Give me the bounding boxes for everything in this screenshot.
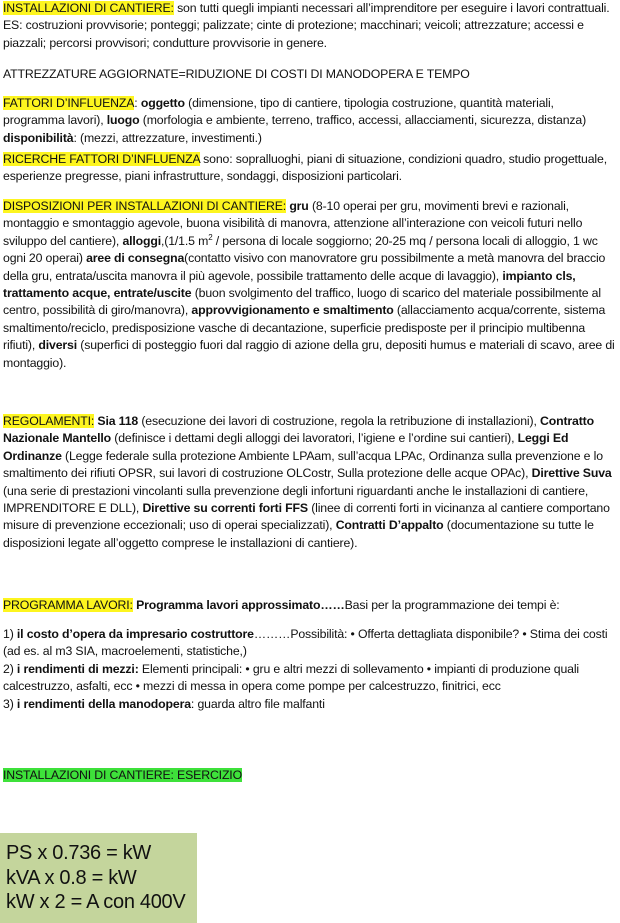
bold-term: Leggi Ed Ordinanze bbox=[3, 431, 569, 463]
formula-line: kW x 2 = A con 400V bbox=[6, 891, 186, 913]
bold-term: gru bbox=[289, 199, 309, 213]
text-run: (superfici di posteggio fuori dal raggio di azione della gru, depositi humus e materiali di scavo, aree di montaggio). bbox=[3, 338, 615, 370]
text-run: : bbox=[134, 96, 141, 110]
text-run: (contatto visivo con manovratore gru possibilmente a metà manovra del braccio della gru, entrata/uscita manovra il più agevole, possibile trattamento delle acque di lavaggio), bbox=[3, 251, 606, 283]
list-number: 1) bbox=[3, 627, 17, 641]
bold-term: impianto cls, trattamento acque, entrate/uscite bbox=[3, 268, 576, 301]
heading-ricerche: RICERCHE FATTORI D’INFLUENZA bbox=[3, 152, 200, 166]
text-run: Elementi principali: • gru e altri mezzi di sollevamento • impianti di produzione quali calcestruzzo, asfalti, ecc • mezzi di messa in opera come pompe per calcestruzzo, finitrici, ecc bbox=[3, 661, 580, 694]
text-run: (documentazione su tutte le disposizioni legate all’oggetto comprese le installazioni di cantiere). bbox=[3, 518, 594, 550]
text-run: ………Possibilità: • Offerta dettagliata disponibile? • Stima dei costi (ad es. al m3 SIA, macroelementi, statistiche,) bbox=[3, 627, 608, 659]
bold-term: Contratto Nazionale Mantello bbox=[3, 414, 594, 446]
text-run: ,(1/1.5 m bbox=[161, 233, 209, 248]
paragraph-installazioni bbox=[3, 0, 617, 52]
heading-regolamenti: REGOLAMENTI: bbox=[3, 414, 95, 428]
bold-term: alloggi bbox=[122, 233, 162, 248]
formula-line: PS x 0.736 = kW bbox=[6, 842, 152, 864]
text-run: Basi per la programmazione dei tempi è: bbox=[344, 598, 560, 612]
bold-term: Contratti D’appalto bbox=[335, 518, 444, 533]
bold-term: approvvigionamento e smaltimento bbox=[191, 303, 394, 318]
text-run: (definisce i dettami degli alloggi dei lavoratori, l’igiene e l’ordine sui cantieri), bbox=[111, 431, 518, 446]
bold-term: i rendimenti di mezzi: bbox=[16, 661, 139, 676]
bold-term: il costo d’opera da impresario costruttore bbox=[16, 627, 254, 641]
paragraph-programma bbox=[3, 597, 617, 614]
formula-line: kVA x 0.8 = kW bbox=[6, 866, 137, 889]
heading-fattori: FATTORI D’INFLUENZA bbox=[3, 96, 135, 110]
paragraph-esercizio bbox=[3, 767, 617, 784]
text-run: (buon svolgimento del traffico, luogo di scarico del materiale possibilmente al centro, possibilità di giro/manovra), bbox=[3, 286, 601, 318]
numbered-list bbox=[3, 626, 617, 713]
text-run: (linee di correnti forti in vicinanza al cantiere comportano misure di prevenzione eccezionali; uso di operai specializzati), bbox=[3, 501, 610, 533]
paragraph-ricerche bbox=[3, 151, 617, 186]
text-run: : (mezzi, attrezzature, investimenti.) bbox=[73, 130, 262, 145]
bold-term: oggetto bbox=[140, 96, 185, 110]
list-item bbox=[3, 626, 617, 661]
paragraph-fattori bbox=[3, 95, 617, 147]
list-number: 3) bbox=[3, 696, 17, 711]
paragraph-regolamenti bbox=[3, 413, 617, 552]
text-run: (8-10 operai per gru, movimenti brevi e razionali, montaggio e smontaggio agevole, buona visibilità di manovra, attenzione all’interazione con veicoli futuri nello sviluppo del cantiere), bbox=[3, 199, 583, 248]
superscript: 2 bbox=[208, 232, 213, 242]
list-number: 2) bbox=[3, 661, 17, 676]
bold-term: Direttive Suva bbox=[531, 466, 612, 481]
bold-term: Sia 118 bbox=[97, 414, 139, 428]
paragraph-text: ATTREZZATURE AGGIORNATE=RIDUZIONE DI COSTI DI MANODOPERA E TEMPO bbox=[3, 67, 470, 81]
list-item bbox=[3, 696, 617, 713]
bold-term: i rendimenti della manodopera bbox=[16, 696, 191, 711]
text-run: (dimensione, tipo di cantiere, tipologia costruzione, quantità materiali, programma lavori), bbox=[3, 96, 554, 128]
bold-term: Programma lavori approssimato…… bbox=[136, 598, 345, 612]
bold-term: disponibilità bbox=[3, 130, 74, 145]
text-run: / persona di locale soggiorno; 20-25 mq / persona locali di alloggio, 1 wc ogni 20 operai) bbox=[3, 233, 598, 266]
paragraph-text: son tutti quegli impianti necessari all’imprenditore per eseguire i lavori contrattuali. ES: costruzioni provvisorie; ponteggi; palizzate; cinte di protezione; macchinari; veicoli; attrezzature; accessi e piazzali; percorsi provvisori; condutture provvisorie in genere. bbox=[3, 1, 610, 50]
text-run: (una serie di prestazioni vincolanti sulla prevenzione degli infortuni riguardanti anche le installazioni di cantiere, IMPRENDITORE E DLL), bbox=[3, 483, 589, 516]
text-run: (morfologia e ambiente, terreno, traffico, accessi, allacciamenti, sicurezza, distanza) bbox=[139, 113, 587, 128]
bold-term: Direttive su correnti forti FFS bbox=[142, 501, 308, 516]
heading-esercizio: INSTALLAZIONI DI CANTIERE: ESERCIZIO bbox=[3, 768, 242, 782]
bold-term: diversi bbox=[38, 338, 78, 353]
bold-term: aree di consegna bbox=[86, 251, 185, 266]
bold-term: luogo bbox=[106, 113, 140, 128]
heading-installazioni: INSTALLAZIONI DI CANTIERE: bbox=[3, 1, 174, 15]
formula-box bbox=[0, 833, 197, 923]
paragraph-text: sono: sopralluoghi, piani di situazione, condizioni quadro, studio progettuale, esperienze pregresse, piani infrastrutture, sondaggi, disposizioni particolari. bbox=[3, 152, 607, 184]
text-run: : guarda altro file malfanti bbox=[190, 696, 325, 711]
paragraph-attrezzature bbox=[3, 66, 617, 83]
paragraph-disposizioni bbox=[3, 198, 617, 372]
text-run: (esecuzione dei lavori di costruzione, regola la retribuzione di installazioni), bbox=[138, 414, 540, 428]
text-run: (Legge federale sulla protezione Ambiente LPAam, sull’acqua LPAc, Ordinanza sulla prevenzione e lo smaltimento dei rifiuti OPSR, sui lavori di costruzione OLCostr, Sulla protezione delle acque OPAc), bbox=[3, 448, 603, 481]
heading-programma: PROGRAMMA LAVORI: bbox=[3, 598, 133, 612]
list-item bbox=[3, 661, 617, 696]
heading-disposizioni: DISPOSIZIONI PER INSTALLAZIONI DI CANTIERE: bbox=[3, 199, 287, 213]
text-run: (allacciamento acqua/corrente, sistema smaltimento/reciclo, predisposizione vasche di decantazione, superficie predisposte per il principio multibenna rifiuti), bbox=[3, 303, 606, 353]
